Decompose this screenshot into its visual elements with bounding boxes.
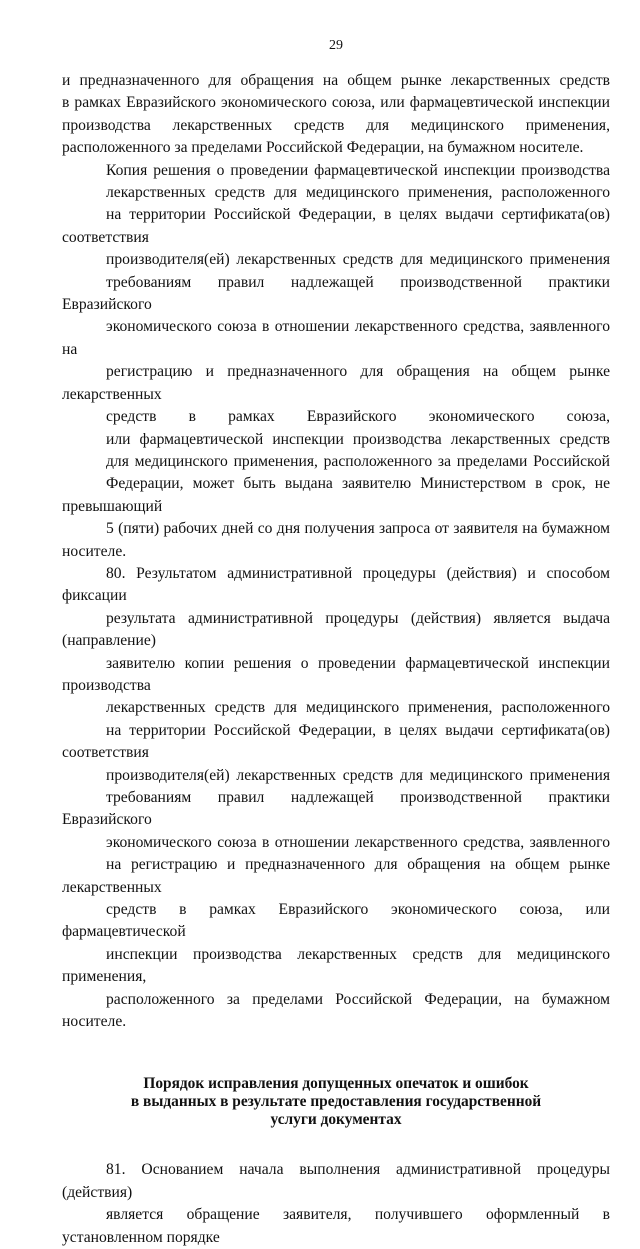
paragraph [62, 563, 610, 1034]
text-line: экономического союза в отношении лекарственного средства, заявленного [106, 833, 610, 851]
text-line: производителя(ей) лекарственных средств для медицинского применения [106, 766, 610, 784]
text-line: в рамках Евразийского экономического союза, или фармацевтической инспекции [62, 94, 610, 112]
text-line: производителя(ей) лекарственных средств для медицинского применения [106, 251, 610, 269]
text-line: является обращение заявителя, получившего оформленный в установленном порядке [62, 1206, 610, 1246]
text-line: для медицинского применения, расположенного за пределами Российской [106, 452, 610, 470]
text-line: требованиям правил надлежащей производственной практики Евразийского [62, 273, 610, 314]
text-line: инспекции производства лекарственных средств для медицинского применения, [62, 945, 610, 986]
text-line: на территории Российской Федерации, в целях выдачи сертификата(ов) соответствия [62, 206, 610, 246]
text-line: результата административной процедуры (действия) является выдача (направление) [62, 609, 610, 650]
text-line: Копия решения о проведении фармацевтической инспекции производства [106, 161, 610, 179]
text-line: на регистрацию и предназначенного для обращения на общем рынке лекарственных [62, 856, 610, 896]
text-line: расположенного за пределами Российской Федерации, на бумажном носителе. [62, 990, 610, 1031]
text-line: 5 (пяти) рабочих дней со дня получения запроса от заявителя на бумажном носителе. [62, 520, 610, 560]
paragraph [62, 160, 610, 563]
text-line: или фармацевтической инспекции производства лекарственных средств [106, 430, 610, 448]
text-line: средств в рамках Евразийского экономического союза, или фармацевтической [62, 901, 610, 941]
text-line: производства лекарственных средств для медицинского применения, [62, 116, 610, 134]
section-heading-line: Порядок исправления допущенных опечаток и ошибок [143, 1075, 529, 1093]
text-line: лекарственных средств для медицинского применения, расположенного [106, 699, 610, 717]
text-line: регистрацию и предназначенного для обращения на общем рынке лекарственных [62, 363, 610, 403]
text-line: 80. Результатом административной процедуры (действия) и способом фиксации [62, 564, 610, 605]
text-line: на территории Российской Федерации, в целях выдачи сертификата(ов) соответствия [62, 721, 610, 762]
text-line: экономического союза в отношении лекарственного средства, заявленного на [62, 318, 610, 358]
section-heading-line: услуги документах [270, 1111, 402, 1129]
text-line: требованиям правил надлежащей производственной практики Евразийского [62, 789, 610, 829]
paragraph [62, 70, 610, 160]
page-number: 29 [329, 38, 343, 53]
document-body-top [62, 70, 610, 1033]
text-line: заявителю копии решения о проведении фармацевтической инспекции производства [62, 654, 610, 694]
section-heading-line: в выданных в результате предоставления государственной [130, 1093, 542, 1111]
text-line: 81. Основанием начала выполнения административной процедуры (действия) [62, 1161, 610, 1201]
text-line: средств в рамках Евразийского экономического союза, [106, 408, 610, 426]
text-line: расположенного за пределами Российской Федерации, на бумажном носителе. [62, 139, 584, 157]
text-line: и предназначенного для обращения на общем рынке лекарственных средств [62, 72, 610, 89]
paragraph [62, 1159, 610, 1249]
text-line: Федерации, может быть выдана заявителю Министерством в срок, не превышающий [62, 475, 610, 515]
section-heading [62, 1075, 610, 1129]
document-body-bottom [62, 1159, 610, 1249]
text-line: лекарственных средств для медицинского применения, расположенного [106, 184, 610, 202]
